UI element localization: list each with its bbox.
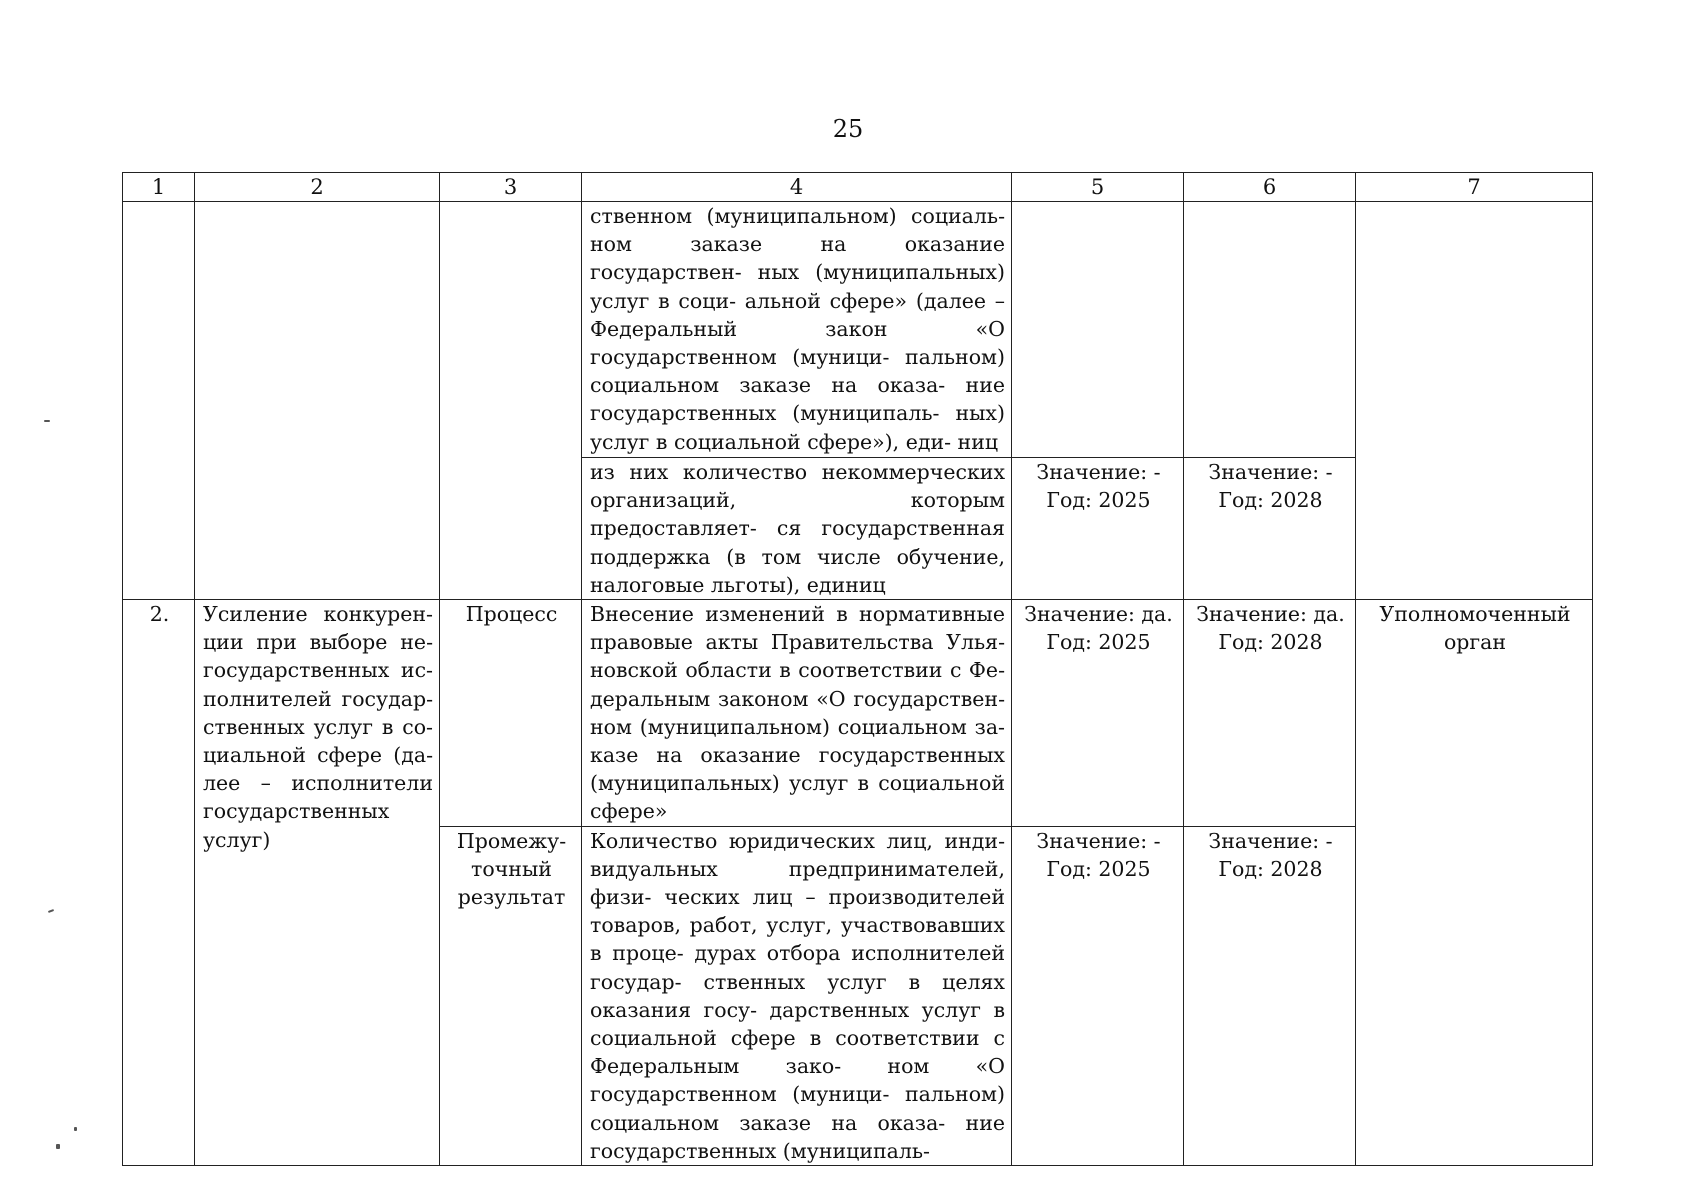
value-2025-cell <box>1012 826 1184 1165</box>
task-description: Усиление конкурен- ции при выборе не- государственных ис- полнителей государ- ственных услуг в со- циальной сфере (да- лее – исполнители государственных услуг) <box>195 600 440 1166</box>
year-label: Год: 2025 <box>1046 630 1151 655</box>
page-number: 25 <box>832 115 864 143</box>
value-label: Значение: - <box>1036 460 1161 484</box>
year-label: Год: 2028 <box>1218 488 1323 513</box>
column-number-2: 2 <box>195 173 440 202</box>
indicator-type: Промежу- точный результат <box>440 826 582 1165</box>
indicator-description: из них количество некоммерческих организаций, которым предоставляет- ся государственная поддержка (в том числе обучение, налоговые льготы), единиц <box>582 458 1012 600</box>
year-label: Год: 2025 <box>1046 856 1151 881</box>
scan-speck <box>74 1127 77 1131</box>
scan-speck <box>48 909 54 913</box>
value-2025-cell <box>1012 600 1184 827</box>
indicator-type: Процесс <box>440 600 582 827</box>
value-2028-cell <box>1184 826 1356 1165</box>
value-label: Значение: - <box>1208 828 1333 853</box>
row-number-cell-empty <box>123 202 195 600</box>
year-label: Год: 2028 <box>1218 856 1323 881</box>
column-number-6: 6 <box>1184 173 1356 202</box>
table-row <box>123 600 1593 827</box>
value-label: Значение: - <box>1208 460 1333 484</box>
row-number: 2. <box>123 600 195 1166</box>
table-row <box>123 202 1593 458</box>
value-2028-cell <box>1184 202 1356 458</box>
value-label: Значение: да. <box>1024 602 1173 627</box>
responsible-cell-empty <box>1356 202 1593 600</box>
indicator-description: Количество юридических лиц, инди- видуальных предпринимателей, физи- ческих лиц – производителей товаров, работ, услуг, участвовавших в проце- дурах отбора исполнителей государ- ственных услуг в целях оказания госу- дарственных услуг в социальной сфере в соответствии с Федеральным зако- ном «О государственном (муници- пальном) социальном заказе на оказа- ние государственных (муниципаль- <box>582 826 1012 1165</box>
column-number-1: 1 <box>123 173 195 202</box>
value-2028-cell <box>1184 458 1356 600</box>
value-2025-cell <box>1012 202 1184 458</box>
value-label: Значение: - <box>1036 828 1161 853</box>
responsible-body: Уполномоченный орган <box>1356 600 1593 1166</box>
year-label: Год: 2028 <box>1218 630 1323 655</box>
scan-speck <box>44 420 50 422</box>
value-2025-cell <box>1012 458 1184 600</box>
year-label: Год: 2025 <box>1046 488 1151 513</box>
task-cell-empty <box>195 202 440 600</box>
indicator-description: ственном (муниципальном) социаль- ном заказе на оказание государствен- ных (муниципальных) услуг в соци- альной сфере» (далее – Федеральный закон «О государственном (муници- пальном) социальном заказе на оказа- ние государственных (муниципаль- ных) услуг в социальной сфере»), еди- ниц <box>582 202 1012 458</box>
value-2028-cell <box>1184 600 1356 827</box>
column-number-4: 4 <box>582 173 1012 202</box>
indicators-table <box>122 172 1593 1166</box>
type-cell-empty <box>440 202 582 600</box>
column-number-3: 3 <box>440 173 582 202</box>
column-number-7: 7 <box>1356 173 1593 202</box>
scan-speck <box>56 1144 60 1149</box>
table-header-row <box>123 173 1593 202</box>
indicator-description: Внесение изменений в нормативные правовые акты Правительства Улья- новской области в соответствии с Фе- деральным законом «О государствен- ном (муниципальном) социальном за- казе на оказание государственных (муниципальных) услуг в социальной сфере» <box>582 600 1012 827</box>
column-number-5: 5 <box>1012 173 1184 202</box>
value-label: Значение: да. <box>1196 602 1345 627</box>
